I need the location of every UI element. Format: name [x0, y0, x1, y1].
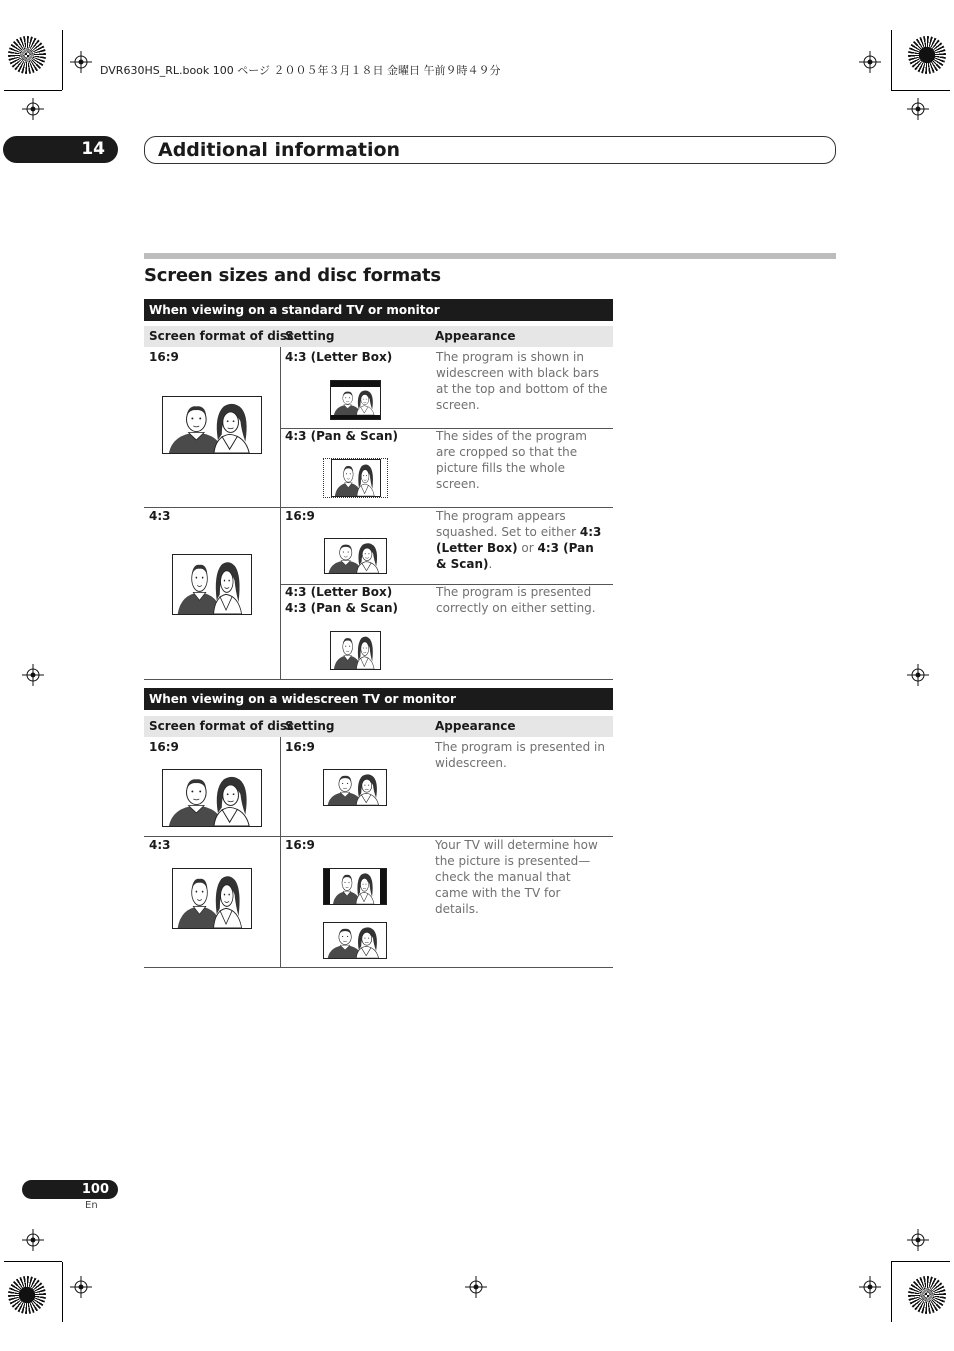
crosshair-icon	[907, 664, 929, 686]
chapter-title: Additional information	[158, 139, 401, 161]
table-bottom	[144, 679, 613, 680]
setting-cell: 16:9	[285, 509, 315, 523]
crosshair-icon	[22, 664, 44, 686]
chapter-number-tab: 14	[3, 136, 118, 163]
crosshair-icon	[70, 1276, 92, 1298]
setting-cell: 4:3 (Pan & Scan)	[285, 601, 398, 615]
crosshair-icon	[907, 98, 929, 120]
crop-mark	[891, 1261, 950, 1262]
col-appearance: Appearance	[435, 329, 516, 343]
setting-cell: 16:9	[285, 740, 315, 754]
setting-cell: 16:9	[285, 838, 315, 852]
appearance-cell: Your TV will determine how the picture is presented—check the manual that came with the TV for details.	[435, 838, 598, 916]
desc-text: or	[517, 541, 538, 555]
page-language: En	[85, 1200, 98, 1211]
crop-mark	[891, 90, 950, 91]
col-setting: Setting	[285, 329, 335, 343]
crop-mark	[62, 1262, 63, 1322]
crop-mark	[62, 30, 63, 90]
tv-illustration-16-9	[162, 769, 262, 827]
registration-sunburst-icon	[8, 36, 46, 74]
setting-cell: 4:3 (Letter Box)	[285, 350, 393, 364]
desc-emphasis: 4:3 (Pan & Scan)	[436, 541, 594, 571]
desc-emphasis: 4:3 (Letter Box)	[436, 525, 602, 555]
crop-mark	[891, 30, 892, 90]
format-cell: 4:3	[149, 509, 171, 523]
page-number: 100	[22, 1180, 118, 1199]
format-cell: 16:9	[149, 740, 179, 754]
appearance-cell	[436, 508, 608, 572]
tv-illustration-pillarbox	[323, 868, 387, 905]
desc-text: The program appears squashed. Set to either	[436, 509, 580, 539]
standard-table-header	[144, 326, 613, 347]
crosshair-icon	[22, 98, 44, 120]
setting-cell: 4:3 (Pan & Scan)	[285, 429, 398, 443]
standard-tv-bar: When viewing on a standard TV or monitor	[144, 299, 613, 321]
setting-cell: 4:3 (Letter Box)	[285, 585, 393, 599]
table-bottom	[144, 967, 613, 968]
appearance-cell: The program is shown in widescreen with black bars at the top and bottom of the screen.	[436, 350, 608, 412]
column-divider	[280, 347, 281, 679]
printer-mark: DVR630HS_RL.book 100 ページ ２００５年３月１８日 金曜日 午前９時４９分	[100, 64, 501, 77]
section-rule	[144, 253, 836, 259]
appearance-cell: The program is presented correctly on either setting.	[436, 585, 596, 615]
section-title: Screen sizes and disc formats	[144, 265, 441, 286]
appearance-cell: The program is presented in widescreen.	[435, 740, 605, 770]
tv-illustration-4-3	[172, 868, 252, 929]
col-setting: Setting	[285, 719, 335, 733]
crosshair-icon	[465, 1276, 487, 1298]
crop-mark	[4, 90, 62, 91]
desc-text: .	[488, 557, 493, 571]
registration-sunburst-icon	[908, 36, 946, 74]
tv-illustration-pan-scan	[331, 459, 381, 497]
crop-mark	[4, 1261, 62, 1262]
tv-illustration-wide	[323, 769, 387, 806]
col-format: Screen format of disc	[149, 329, 295, 343]
crosshair-icon	[70, 51, 92, 73]
crosshair-icon	[22, 1229, 44, 1251]
tv-illustration-4-3	[172, 554, 252, 615]
tv-illustration-16-9	[162, 396, 262, 454]
crop-mark	[891, 1262, 892, 1322]
registration-sunburst-icon	[8, 1276, 46, 1314]
widescreen-tv-bar: When viewing on a widescreen TV or monitor	[144, 688, 613, 710]
tv-illustration-stretched	[323, 922, 387, 959]
column-divider	[280, 737, 281, 967]
crosshair-icon	[859, 51, 881, 73]
tv-illustration-letterbox	[330, 380, 381, 420]
widescreen-table-header	[144, 716, 613, 737]
crosshair-icon	[907, 1229, 929, 1251]
format-cell: 16:9	[149, 350, 179, 364]
registration-sunburst-icon	[908, 1276, 946, 1314]
crosshair-icon	[859, 1276, 881, 1298]
tv-illustration-squashed	[324, 538, 387, 574]
col-appearance: Appearance	[435, 719, 516, 733]
tv-illustration-correct	[330, 631, 381, 670]
col-format: Screen format of disc	[149, 719, 295, 733]
appearance-cell: The sides of the program are cropped so that the picture fills the whole screen.	[436, 429, 587, 491]
format-cell: 4:3	[149, 838, 171, 852]
chapter-header	[144, 136, 836, 164]
